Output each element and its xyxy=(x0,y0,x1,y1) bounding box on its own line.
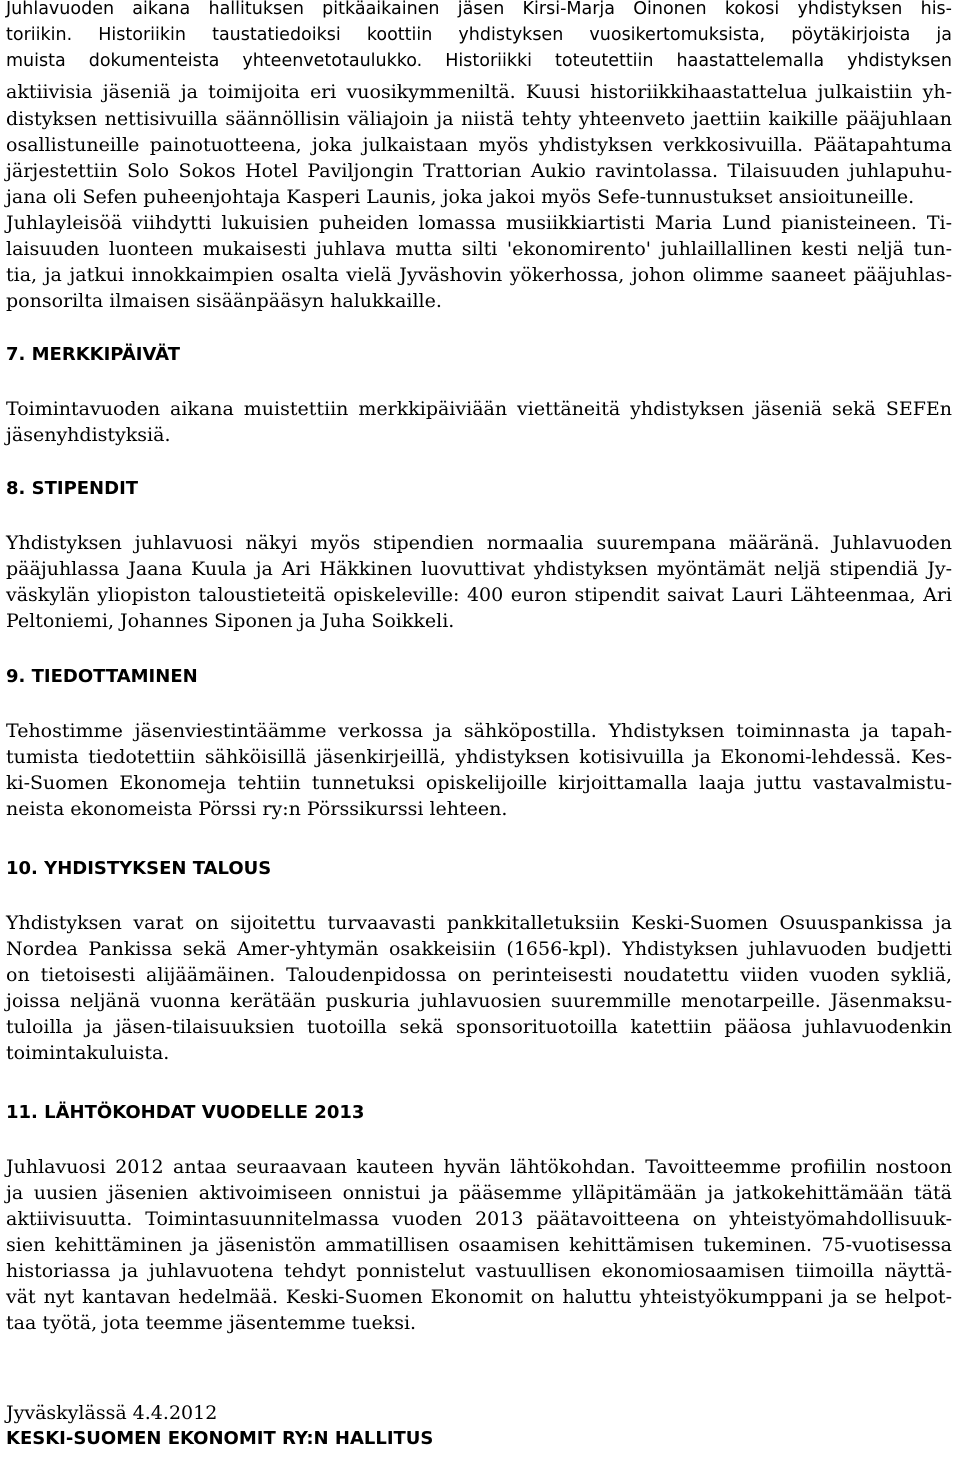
text-line: Juhlavuosi 2012 antaa seuraavaan kauteen hyvän lähtökohdan. Tavoitteemme profiilin nostoon xyxy=(6,1156,952,1178)
text-line: vät nyt kantavan hedelmää. Keski-Suomen Ekonomit on haluttu yhteistyökumppani ja se helpot- xyxy=(6,1286,952,1308)
text-line: aktiivisia jäseniä ja toimijoita eri vuosikymmeniltä. Kuusi historiikkihaastattelua julkaistiin yh- xyxy=(6,81,952,103)
text-line: ki-Suomen Ekonomeja tehtiin tunnetuksi opiskelijoille kirjoittamalla laaja juttu vastavalmistu- xyxy=(6,772,952,794)
section-heading: 7. MERKKIPÄIVÄT xyxy=(6,344,180,365)
text-line: laisuuden luonteen mukaisesti juhlava mutta silti 'ekonomirento' juhlaillallinen kesti neljä tun- xyxy=(6,238,952,260)
text-line: Nordea Pankissa sekä Amer-yhtymän osakkeisiin (1656-kpl). Yhdistyksen juhlavuoden budjetti xyxy=(6,938,952,960)
text-line: Peltoniemi, Johannes Siponen ja Juha Soikkeli. xyxy=(6,610,455,632)
text-line: tumista tiedotettiin sähköisillä jäsenkirjeillä, yhdistyksen kotisivuilla ja Ekonomi-lehdessä. Kes- xyxy=(6,746,952,768)
section-heading: 11. LÄHTÖKOHDAT VUODELLE 2013 xyxy=(6,1102,365,1123)
text-line: pääjuhlassa Jaana Kuula ja Ari Häkkinen luovuttivat yhdistyksen myöntämät neljä stipendiä Jy- xyxy=(6,558,952,580)
text-line: ja uusien jäsenien aktivoimiseen onnistui ja pääsemme ylläpitämään ja jatkokehittämään tätä xyxy=(6,1182,952,1204)
text-line: Tehostimme jäsenviestintäämme verkossa ja sähköpostilla. Yhdistyksen toiminnasta ja tapah- xyxy=(6,720,952,742)
text-line: Yhdistyksen varat on sijoitettu turvaavasti pankkitalletuksiin Keski-Suomen Osuuspankissa ja xyxy=(6,912,952,934)
text-line: toriikin. Historiikin taustatiedoiksi koottiin yhdistyksen vuosikertomuksista, pöytäkirjoista ja xyxy=(6,25,952,45)
text-line: Toimintavuoden aikana muistettiin merkkipäiviään viettäneitä yhdistyksen jäseniä sekä SEFEn xyxy=(6,398,952,420)
text-line: Juhlavuoden aikana hallituksen pitkäaikainen jäsen Kirsi-Marja Oinonen kokosi yhdistyksen his- xyxy=(6,0,952,19)
text-line: toimintakuluista. xyxy=(6,1042,170,1064)
signature-place-date: Jyväskylässä 4.4.2012 xyxy=(6,1402,218,1424)
text-line: väskylän yliopiston taloustieteitä opiskeleville: 400 euron stipendit saivat Lauri Lähteenmaa, Ari xyxy=(6,584,952,606)
text-line: aktiivisuutta. Toimintasuunnitelmassa vuoden 2013 päätavoitteena on yhteistyömahdollisuuk- xyxy=(6,1208,952,1230)
section-heading: 9. TIEDOTTAMINEN xyxy=(6,666,198,687)
text-line: osallistuneille painotuotteena, joka julkaistaan myös yhdistyksen verkkosivuilla. Päätapahtuma xyxy=(6,134,952,156)
text-line: jana oli Sefen puheenjohtaja Kasperi Launis, joka jakoi myös Sefe-tunnustukset ansioituneille. xyxy=(6,186,915,208)
text-line: historiassa ja juhlavuotena tehdyt ponnistelut vastuullisen ekonomiosaamisen tiimoilla näyttä- xyxy=(6,1260,952,1282)
section-heading: 10. YHDISTYKSEN TALOUS xyxy=(6,858,272,879)
text-line: neista ekonomeista Pörssi ry:n Pörssikurssi lehteen. xyxy=(6,798,508,820)
text-line: Yhdistyksen juhlavuosi näkyi myös stipendien normaalia suurempana määränä. Juhlavuoden xyxy=(6,532,952,554)
text-line: joissa neljänä vuonna kerätään puskuria juhlavuosien suuremmille menotarpeille. Jäsenmaksu- xyxy=(6,990,952,1012)
text-line: taa työtä, jota teemme jäsentemme tueksi. xyxy=(6,1312,417,1334)
text-line: tia, ja jatkui innokkaimpien osalta vielä Jyväshovin yökerhossa, johon olimme saaneet pääjuhlas- xyxy=(6,264,952,286)
text-line: jäsenyhdistyksiä. xyxy=(6,424,171,446)
text-line: distyksen nettisivuilla säännöllisin väliajoin ja niistä tehty yhteenveto jaettiin kaikille pääjuhlaan xyxy=(6,108,952,130)
text-line: ponsorilta ilmaisen sisäänpääsyn halukkaille. xyxy=(6,290,442,312)
text-line: järjestettiin Solo Sokos Hotel Paviljongin Trattorian Aukio ravintolassa. Tilaisuuden juhlapuhu- xyxy=(6,160,952,182)
text-line: sien kehittäminen ja jäsenistön ammatillisen osaamisen kehittämisen tukeminen. 75-vuotisessa xyxy=(6,1234,952,1256)
text-line: on tietoisesti alijäämäinen. Taloudenpidossa on perinteisesti noudatettu viiden vuoden sykliä, xyxy=(6,964,952,986)
section-heading: 8. STIPENDIT xyxy=(6,478,139,499)
text-line: tuloilla ja jäsen-tilaisuuksien tuotoilla sekä sponsorituotoilla katettiin pääosa juhlavuodenkin xyxy=(6,1016,952,1038)
text-line: Juhlayleisöä viihdytti lukuisien puheiden lomassa musiikkiartisti Maria Lund pianisteineen. Ti- xyxy=(6,212,952,234)
text-line: muista dokumenteista yhteenvetotaulukko. Historiikki toteutettiin haastattelemalla yhdistyksen xyxy=(6,51,952,71)
signature-signer: KESKI-SUOMEN EKONOMIT RY:N HALLITUS xyxy=(6,1428,434,1449)
